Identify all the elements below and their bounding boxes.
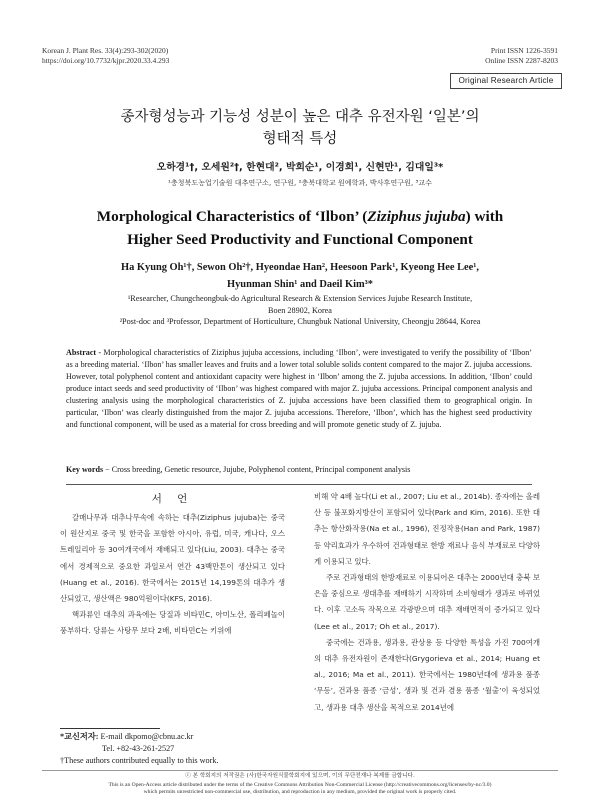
corresponding-author bbox=[60, 731, 290, 743]
english-title-line2: Higher Seed Productivity and Functional Component bbox=[127, 231, 473, 248]
body-paragraph: 갈매나무과 대추나무속에 속하는 대추(Ziziphus jujuba)는 중국이 원산지로 중국 및 한국을 포함한 아시아, 유럽, 미국, 캐나다, 오스트레일리아 등 30여개국에서 재배되고 있다(Liu, 2003). 대추는 중국에서 경제적으로 중요한 과일로서 연간 43백만톤이 생산되고 있다(Huang et al., 2016). 한국에서는 2015년 14,199톤의 대추가 생산되었고, 생산액은 980억원이다(KFS, 2016). bbox=[60, 513, 285, 604]
english-affiliations bbox=[60, 293, 540, 328]
body-paragraph: 비해 약 4배 높다(Li et al., 2007; Liu et al., 2014b). 종자에는 올레산 등 불포화지방산이 포함되어 있다(Park and Kim, 2016). 또한 대추는 항산화작용(Na et al., 1996), 진정작용(Han and Park, 1987) 등 약리효과가 우수하여 건과형태로 한방 재료나 음식 부재료로 다양하게 이용되고 있다. bbox=[314, 492, 540, 566]
corresponding-label: *교신저자: bbox=[60, 732, 99, 741]
title-species: Ziziphus jujuba bbox=[367, 208, 466, 225]
print-issn: Print ISSN 1226-3591 bbox=[490, 46, 558, 55]
english-authors-line2: Hyunman Shin¹ and Daeil Kim³* bbox=[227, 279, 373, 290]
english-authors bbox=[50, 259, 550, 293]
body-column-left bbox=[60, 510, 285, 640]
license-line1: This is an Open-Access article distributed under the terms of the Creative Commons Attribution Non-Commercial License (http://creativecommons.org/licenses/by-nc/3.0) bbox=[108, 782, 492, 788]
equal-contribution-note: †These authors contributed equally to this work. bbox=[60, 756, 219, 765]
doi-link[interactable]: https://doi.org/10.7732/kjpr.2020.33.4.293 bbox=[42, 56, 170, 65]
korean-title-line1: 종자형성능과 기능성 성분이 높은 대추 유전자원 ‘일본’의 bbox=[120, 109, 480, 125]
abstract bbox=[66, 347, 532, 431]
section-heading-intro: 서 언 bbox=[151, 493, 194, 505]
korean-affiliations: ¹충청북도농업기술원 대추연구소, 연구원, ²충북대학교 원예학과, 박사후연구원, ³교수 bbox=[167, 178, 433, 187]
license-line2: which permits unrestricted non-commercial use, distribution, and reproduction in any medium, provided the original work is properly cited. bbox=[143, 788, 457, 795]
corresponding-tel: Tel. +82-43-261-2527 bbox=[102, 744, 175, 753]
body-paragraph: 주로 건과형태의 한방재료로 이용되어온 대추는 2000년대 충북 보은을 중심으로 생대추를 재배하기 시작하며 소비형태가 생과로 바뀌었다. 이후 고소득 작목으로 각광받으며 대추 재배면적이 증가되고 있다(Lee et al., 2017; Oh et al., 2017). bbox=[314, 573, 540, 631]
journal-header-left bbox=[42, 46, 169, 66]
journal-citation: Korean J. Plant Res. 33(4):293-302(2020) bbox=[42, 46, 169, 55]
english-title-line1 bbox=[50, 205, 550, 228]
copyright-divider bbox=[42, 770, 558, 771]
korean-title-line2: 형태적 특성 bbox=[262, 131, 338, 147]
article-type-badge: Original Research Article bbox=[450, 73, 562, 89]
abstract-label: Abstract - bbox=[66, 348, 104, 357]
english-title bbox=[50, 205, 550, 251]
footnotes bbox=[60, 731, 290, 767]
english-affil-line2: Boen 28902, Korea bbox=[268, 305, 332, 315]
section-divider bbox=[66, 484, 532, 485]
corresponding-email[interactable]: E-mail dkpomo@cbnu.ac.kr bbox=[98, 732, 194, 741]
english-affil-line3: ²Post-doc and ³Professor, Department of Horticulture, Chungbuk National University, Cheongju 28644, Korea bbox=[119, 317, 481, 326]
keywords-label: Key words bbox=[66, 465, 104, 474]
body-paragraph: 중국에는 건과용, 생과용, 관상용 등 다양한 특성을 가진 700여개의 대추 유전자원이 존재한다(Grygorieva et al., 2014; Huang et al., 2016; Ma et al., 2011). 한국에서는 1980년대에 생과용 품종 ‘무등’, 건과용 품종 ‘금성’, 생과 및 건과 겸용 품종 ‘월출’이 육성되었고, 생과용 대추 생산을 목적으로 2014년에 bbox=[314, 637, 540, 712]
title-suffix: ) with bbox=[465, 208, 504, 225]
copyright-korean: ⓒ 본 학회지의 저작권은 (사)한국자원식물학회지에 있으며, 이의 무단전재나 복제를 금합니다. bbox=[185, 773, 415, 779]
keywords bbox=[66, 464, 532, 476]
online-issn: Online ISSN 2287-8203 bbox=[485, 56, 558, 65]
footnote-divider bbox=[60, 728, 160, 729]
body-column-right bbox=[314, 489, 540, 716]
korean-title bbox=[60, 106, 540, 150]
korean-authors: 오하경¹†, 오세원²†, 한현대², 박희순¹, 이경희¹, 신현만¹, 김대일³* bbox=[156, 162, 444, 173]
english-authors-line1: Ha Kyung Oh¹†, Sewon Oh²†, Hyeondae Han², Heesoon Park¹, Kyeong Hee Lee¹, bbox=[121, 262, 479, 273]
copyright-license bbox=[42, 782, 558, 796]
title-prefix: Morphological Characteristics of ‘Ilbon’ ( bbox=[96, 208, 368, 225]
english-affil-line1: ¹Researcher, Chungcheongbuk-do Agricultural Research & Extension Services Jujube Research Institute, bbox=[127, 294, 473, 303]
keywords-text: − Cross breeding, Genetic resource, Jujube, Polyphenol content, Principal component analysis bbox=[103, 465, 411, 474]
body-paragraph: 핵과류인 대추의 과육에는 당질과 비타민C, 아미노산, 폴리페놀이 풍부하다. 당류는 사탕무 보다 2배, 비타민C는 키위에 bbox=[60, 610, 285, 636]
journal-header-right bbox=[485, 46, 558, 66]
abstract-text: Morphological characteristics of Ziziphus jujuba accessions, including ‘Ilbon’, were investigated to verify the possibility of ‘Ilbon’ as a breeding material. ‘Ilbon’ has smaller leaves and fruits and a lower total soluble solids content compared to the major Z. jujuba accessions. However, total polyphenol content and antioxidant capacity were highest in ‘Ilbon’ among the Z. jujuba accessions. In addition, ‘Ilbon’ could produce intact seeds and seed productivity of ‘Ilbon’ was highest compared with major Z. jujuba accessions. Principal component analysis and clustering analysis using the morphological characteristics of Z. jujuba accessions have been classified them to geographical origin. In particular, ‘Ilbon’ was clearly distinguished from the major Z. jujuba accessions. Therefore, ‘Ilbon’, which has the highest seed productivity and functional component, will be used as a material for cross breeding and will promote genetic study of Z. jujuba. bbox=[66, 348, 532, 429]
